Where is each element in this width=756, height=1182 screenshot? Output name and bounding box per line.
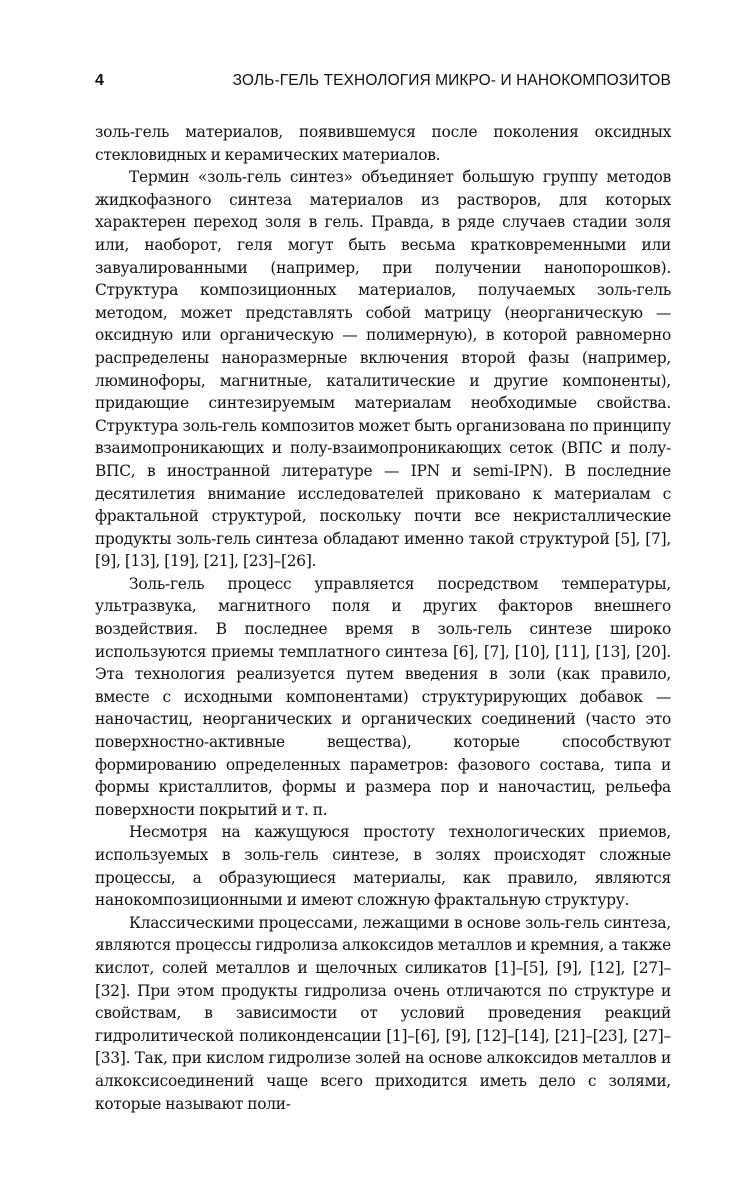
running-title: ЗОЛЬ-ГЕЛЬ ТЕХНОЛОГИЯ МИКРО- И НАНОКОМПОЗИТОВ [232,72,671,89]
page-number: 4 [95,72,104,89]
paragraph: золь-гель материалов, появившемуся после поколения оксидных стекловидных и керамических материалов. [95,123,671,164]
paragraph: Несмотря на кажущуюся простоту технологических приемов, используемых в золь-гель синтезе, в золях происходят сложные процессы, а образующиеся материалы, как правило, являются нанокомпозиционными и имеют сложную фрактальную структуру. [95,823,671,910]
running-head [95,72,671,94]
book-page [95,72,671,1115]
body-text [95,121,671,1115]
paragraph: Золь-гель процесс управляется посредством температуры, ультразвука, магнитного поля и других факторов внешнего воздействия. В последнее время в золь-гель синтезе широко используются приемы темплатного синтеза [6], [7], [10], [11], [13], [20]. Эта технология реализуется путем введения в золи (как правило, вместе с исходными компонентами) структурирующих добавок — наночастиц, неорганических и органических соединений (часто это поверхностно-активные вещества), которые способствуют формированию определенных параметров: фазового состава, типа и формы кристаллитов, формы и размера пор и наночастиц, рельефа поверхности покрытий и т. п. [95,574,671,819]
paragraph: Термин «золь-гель синтез» объединяет большую группу методов жидкофазного синтеза материалов из растворов, для которых характерен переход золя в гель. Правда, в ряде случаев стадии золя или, наоборот, геля могут быть весьма кратковременными или завуалированными (например, при получении нанопорошков). Структура композиционных материалов, получаемых золь-гель методом, может представлять собой матрицу (неорганическую — оксидную или органическую — полимерную), в которой равномерно распределены наноразмерные включения второй фазы (например, люминофоры, магнитные, каталитические и другие компоненты), придающие синтезируемым материалам необходимые свойства. Структура золь-гель композитов может быть организована по принципу взаимопроникающих и полу-взаимопроникающих сеток (ВПС и полу-ВПС, в иностранной литературе — IPN и semi-IPN). В последние десятилетия внимание исследователей приковано к материалам с фрактальной структурой, поскольку почти все некристаллические продукты золь-гель синтеза обладают именно такой структурой [5], [7], [9], [13], [19], [21], [23]–[26]. [95,168,671,571]
paragraph: Классическими процессами, лежащими в основе золь-гель синтеза, являются процессы гидролиза алкоксидов металлов и кремния, а также кислот, солей металлов и щелочных силикатов [1]–[5], [9], [12], [27]–[32]. При этом продукты гидролиза очень отличаются по структуре и свойствам, в зависимости от условий проведения реакций гидролитической поликонденсации [1]–[6], [9], [12]–[14], [21]–[23], [27]–[33]. Так, при кислом гидролизе золей на основе алкоксидов металлов и алкоксисоединений чаще всего приходится иметь дело с золями, которые называют поли- [95,913,671,1113]
